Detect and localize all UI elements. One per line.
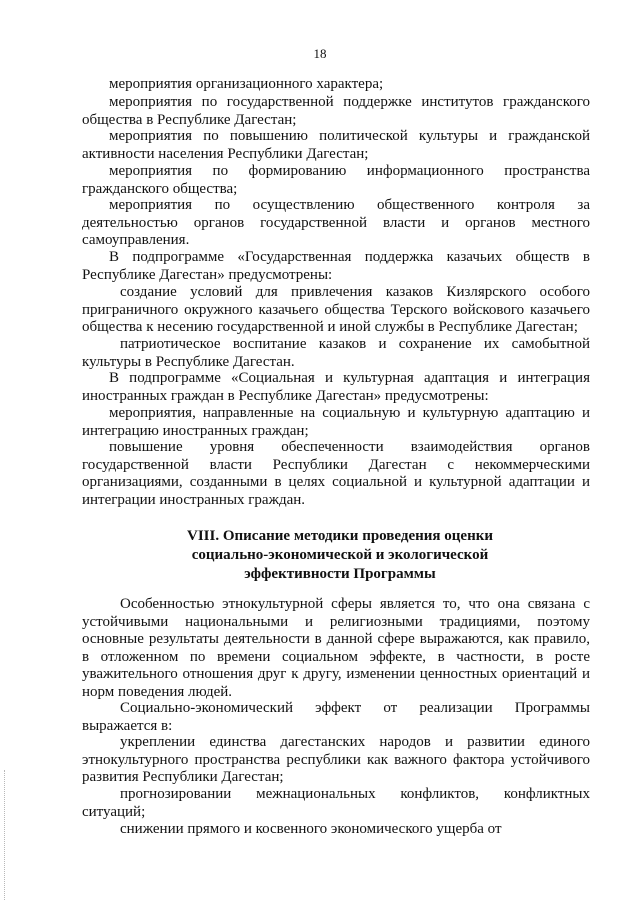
paragraph: мероприятия по повышению политической культуры и гражданской активности населения Республики Дагестан; [82, 128, 590, 162]
paragraph: снижении прямого и косвенного экономического ущерба от [120, 821, 502, 837]
paragraph: Особенностью этнокультурной сферы является то, что она связана с устойчивыми национальными и религиозными традициями, поэтому основные результаты деятельности в данной сфере выражаются, как правило, в отложенном по времени социальном эффекте, в частности, в росте уважительного отношения друг к другу, изменении ценностных ориентаций и норм поведения людей. [82, 596, 590, 700]
section-heading [120, 527, 560, 584]
paragraph: патриотическое воспитание казаков и сохранение их самобытной культуры в Республике Дагестан. [82, 336, 590, 370]
paragraph: прогнозировании межнациональных конфликтов, конфликтных ситуаций; [82, 786, 590, 820]
section-heading-line: социально-экономической и экологической [191, 547, 489, 563]
scan-margin-mark [4, 770, 6, 900]
paragraph: мероприятия по осуществлению общественного контроля за деятельностью органов государственной власти и органов местного самоуправления. [82, 197, 590, 248]
paragraph: В подпрограмме «Государственная поддержка казачьих обществ в Республике Дагестан» предусмотрены: [82, 249, 590, 283]
page-number: 18 [313, 46, 327, 61]
paragraph: создание условий для привлечения казаков Кизлярского особого приграничного окружного казачьего общества Терского войскового казачьего общества к несению государственной и иной службы в Республике Дагестан; [82, 284, 590, 335]
paragraph: мероприятия по формированию информационного пространства гражданского общества; [82, 163, 590, 197]
paragraph: мероприятия, направленные на социальную и культурную адаптацию и интеграцию иностранных граждан; [82, 405, 590, 439]
paragraph: мероприятия организационного характера; [109, 76, 384, 92]
section-heading-line: эффективности Программы [244, 566, 436, 582]
paragraph: повышение уровня обеспеченности взаимодействия органов государственной власти Республики Дагестан с некоммерческими организациями, созданными в целях социальной и культурной адаптации и интеграции иностранных граждан. [82, 439, 590, 508]
paragraph: мероприятия по государственной поддержке институтов гражданского общества в Республике Дагестан; [82, 94, 590, 128]
paragraph: В подпрограмме «Социальная и культурная адаптация и интеграция иностранных граждан в Республике Дагестан» предусмотрены: [82, 370, 590, 404]
paragraph: Социально-экономический эффект от реализации Программы выражается в: [82, 700, 590, 734]
paragraph: укреплении единства дагестанских народов и развитии единого этнокультурного пространства республики как важного фактора устойчивого развития Республики Дагестан; [82, 734, 590, 785]
section-heading-line: VIII. Описание методики проведения оценки [186, 528, 493, 544]
